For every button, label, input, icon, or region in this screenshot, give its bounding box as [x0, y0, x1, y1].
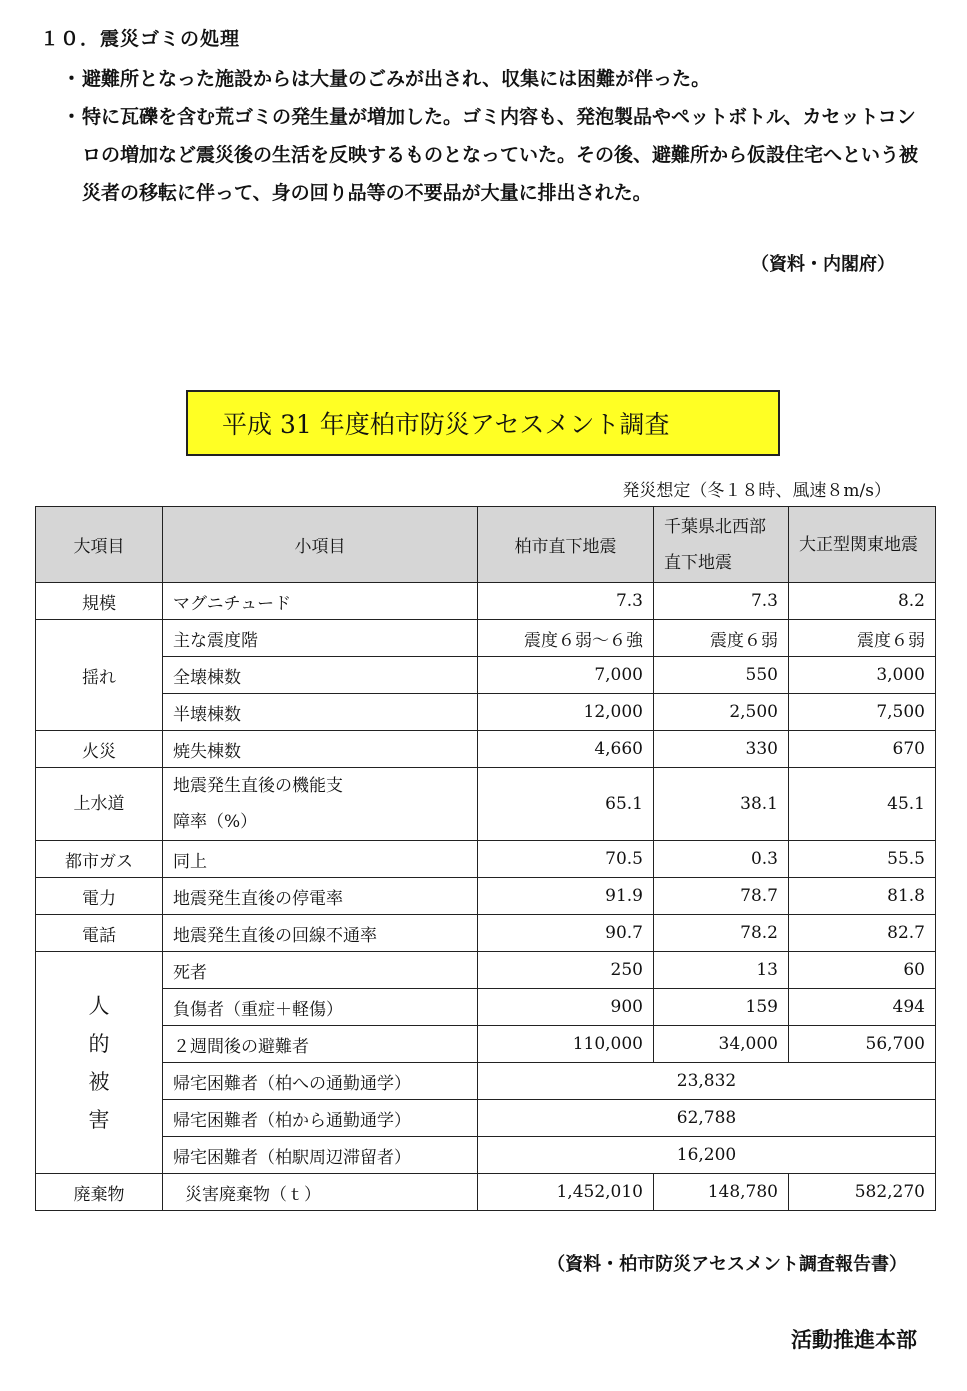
value-cell: 81.8 — [789, 878, 936, 915]
value-cell: 23,832 — [478, 1063, 936, 1100]
value-cell: 90.7 — [478, 915, 654, 952]
table-row — [36, 583, 936, 620]
table-row — [36, 1137, 936, 1174]
value-cell: 0.3 — [654, 841, 789, 878]
table-row — [36, 1026, 936, 1063]
value-cell: 3,000 — [789, 657, 936, 694]
table-row — [36, 841, 936, 878]
item-label: 帰宅困難者（柏駅周辺滞留者） — [163, 1137, 478, 1174]
item-label: 負傷者（重症＋軽傷） — [163, 989, 478, 1026]
value-cell: 7,000 — [478, 657, 654, 694]
value-cell: 38.1 — [654, 768, 789, 841]
header-minor: 小項目 — [163, 507, 478, 583]
table-row — [36, 731, 936, 768]
value-cell: 7.3 — [478, 583, 654, 620]
value-cell: 250 — [478, 952, 654, 989]
table-row — [36, 878, 936, 915]
value-cell: 45.1 — [789, 768, 936, 841]
bullet-text: 特に瓦礫を含む荒ゴミの発生量が増加した。ゴミ内容も、発泡製品やペットボトル、カセットコンロの増加など震災後の生活を反映するものとなっていた。その後、避難所から仮設住宅へという被災者の移転に伴って、身の回り品等の不要品が大量に排出された。 — [82, 106, 919, 204]
category-cell: 上水道 — [36, 768, 163, 841]
table-row — [36, 1100, 936, 1137]
value-cell: 7.3 — [654, 583, 789, 620]
item-label: マグニチュード — [163, 583, 478, 620]
value-cell: 1,452,010 — [478, 1174, 654, 1211]
table-source: （資料・柏市防災アセスメント調査報告書） — [547, 1254, 907, 1275]
table-row — [36, 915, 936, 952]
category-cell: 都市ガス — [36, 841, 163, 878]
value-cell: 34,000 — [654, 1026, 789, 1063]
item-label: 死者 — [163, 952, 478, 989]
value-cell: 78.2 — [654, 915, 789, 952]
value-cell: 7,500 — [789, 694, 936, 731]
bullet-list — [62, 60, 922, 212]
value-cell: 2,500 — [654, 694, 789, 731]
value-cell: 82.7 — [789, 915, 936, 952]
footer-organization: 活動推進本部 — [791, 1328, 917, 1352]
table-row — [36, 620, 936, 657]
category-cell: 人的被害 — [36, 952, 163, 1174]
category-cell: 火災 — [36, 731, 163, 768]
value-cell: 494 — [789, 989, 936, 1026]
category-cell: 電力 — [36, 878, 163, 915]
value-cell: 62,788 — [478, 1100, 936, 1137]
bullet-mark: ・ — [62, 106, 82, 128]
section-source: （資料・内閣府） — [751, 254, 895, 275]
item-label: 帰宅困難者（柏への通勤通学） — [163, 1063, 478, 1100]
value-cell: 55.5 — [789, 841, 936, 878]
value-cell: 13 — [654, 952, 789, 989]
table-row — [36, 989, 936, 1026]
value-cell: 4,660 — [478, 731, 654, 768]
table-header-row — [36, 507, 936, 583]
category-cell: 電話 — [36, 915, 163, 952]
value-cell: 震度６弱 — [654, 620, 789, 657]
item-label: 地震発生直後の停電率 — [163, 878, 478, 915]
value-cell: 582,270 — [789, 1174, 936, 1211]
item-label: 地震発生直後の回線不通率 — [163, 915, 478, 952]
value-cell: 110,000 — [478, 1026, 654, 1063]
value-cell: 56,700 — [789, 1026, 936, 1063]
category-cell: 廃棄物 — [36, 1174, 163, 1211]
header-col1: 柏市直下地震 — [478, 507, 654, 583]
item-label: 主な震度階 — [163, 620, 478, 657]
header-col2: 千葉県北西部直下地震 — [654, 507, 789, 583]
value-cell: 78.7 — [654, 878, 789, 915]
item-label: 半壊棟数 — [163, 694, 478, 731]
table-row — [36, 768, 936, 841]
value-cell: 330 — [654, 731, 789, 768]
value-cell: 670 — [789, 731, 936, 768]
value-cell: 震度６弱 — [789, 620, 936, 657]
value-cell: 550 — [654, 657, 789, 694]
item-label: 帰宅困難者（柏から通勤通学） — [163, 1100, 478, 1137]
value-cell: 8.2 — [789, 583, 936, 620]
section-heading: １０．震災ゴミの処理 — [40, 28, 241, 50]
header-col3: 大正型関東地震 — [789, 507, 936, 583]
bullet-mark: ・ — [62, 68, 82, 90]
value-cell: 70.5 — [478, 841, 654, 878]
value-cell: 65.1 — [478, 768, 654, 841]
table-row — [36, 657, 936, 694]
value-cell: 148,780 — [654, 1174, 789, 1211]
table-row — [36, 1063, 936, 1100]
category-cell: 規模 — [36, 583, 163, 620]
disaster-condition: 発災想定（冬１８時、風速８m/s） — [622, 481, 891, 501]
item-label: 同上 — [163, 841, 478, 878]
bullet-text: 避難所となった施設からは大量のごみが出され、収集には困難が伴った。 — [82, 68, 711, 90]
value-cell: 159 — [654, 989, 789, 1026]
bullet-item — [62, 98, 922, 212]
table-row — [36, 1174, 936, 1211]
value-cell: 60 — [789, 952, 936, 989]
bullet-item — [62, 60, 922, 98]
table-row — [36, 694, 936, 731]
item-label: 地震発生直後の機能支障率（%） — [163, 768, 478, 841]
value-cell: 900 — [478, 989, 654, 1026]
value-cell: 震度６弱～６強 — [478, 620, 654, 657]
value-cell: 16,200 — [478, 1137, 936, 1174]
header-major: 大項目 — [36, 507, 163, 583]
table-row — [36, 952, 936, 989]
item-label: ２週間後の避難者 — [163, 1026, 478, 1063]
category-cell: 揺れ — [36, 620, 163, 731]
assessment-table — [35, 506, 936, 1211]
item-label: 災害廃棄物（ｔ） — [163, 1174, 478, 1211]
item-label: 焼失棟数 — [163, 731, 478, 768]
value-cell: 12,000 — [478, 694, 654, 731]
assessment-title: 平成 31 年度柏市防災アセスメント調査 — [186, 390, 780, 456]
item-label: 全壊棟数 — [163, 657, 478, 694]
value-cell: 91.9 — [478, 878, 654, 915]
